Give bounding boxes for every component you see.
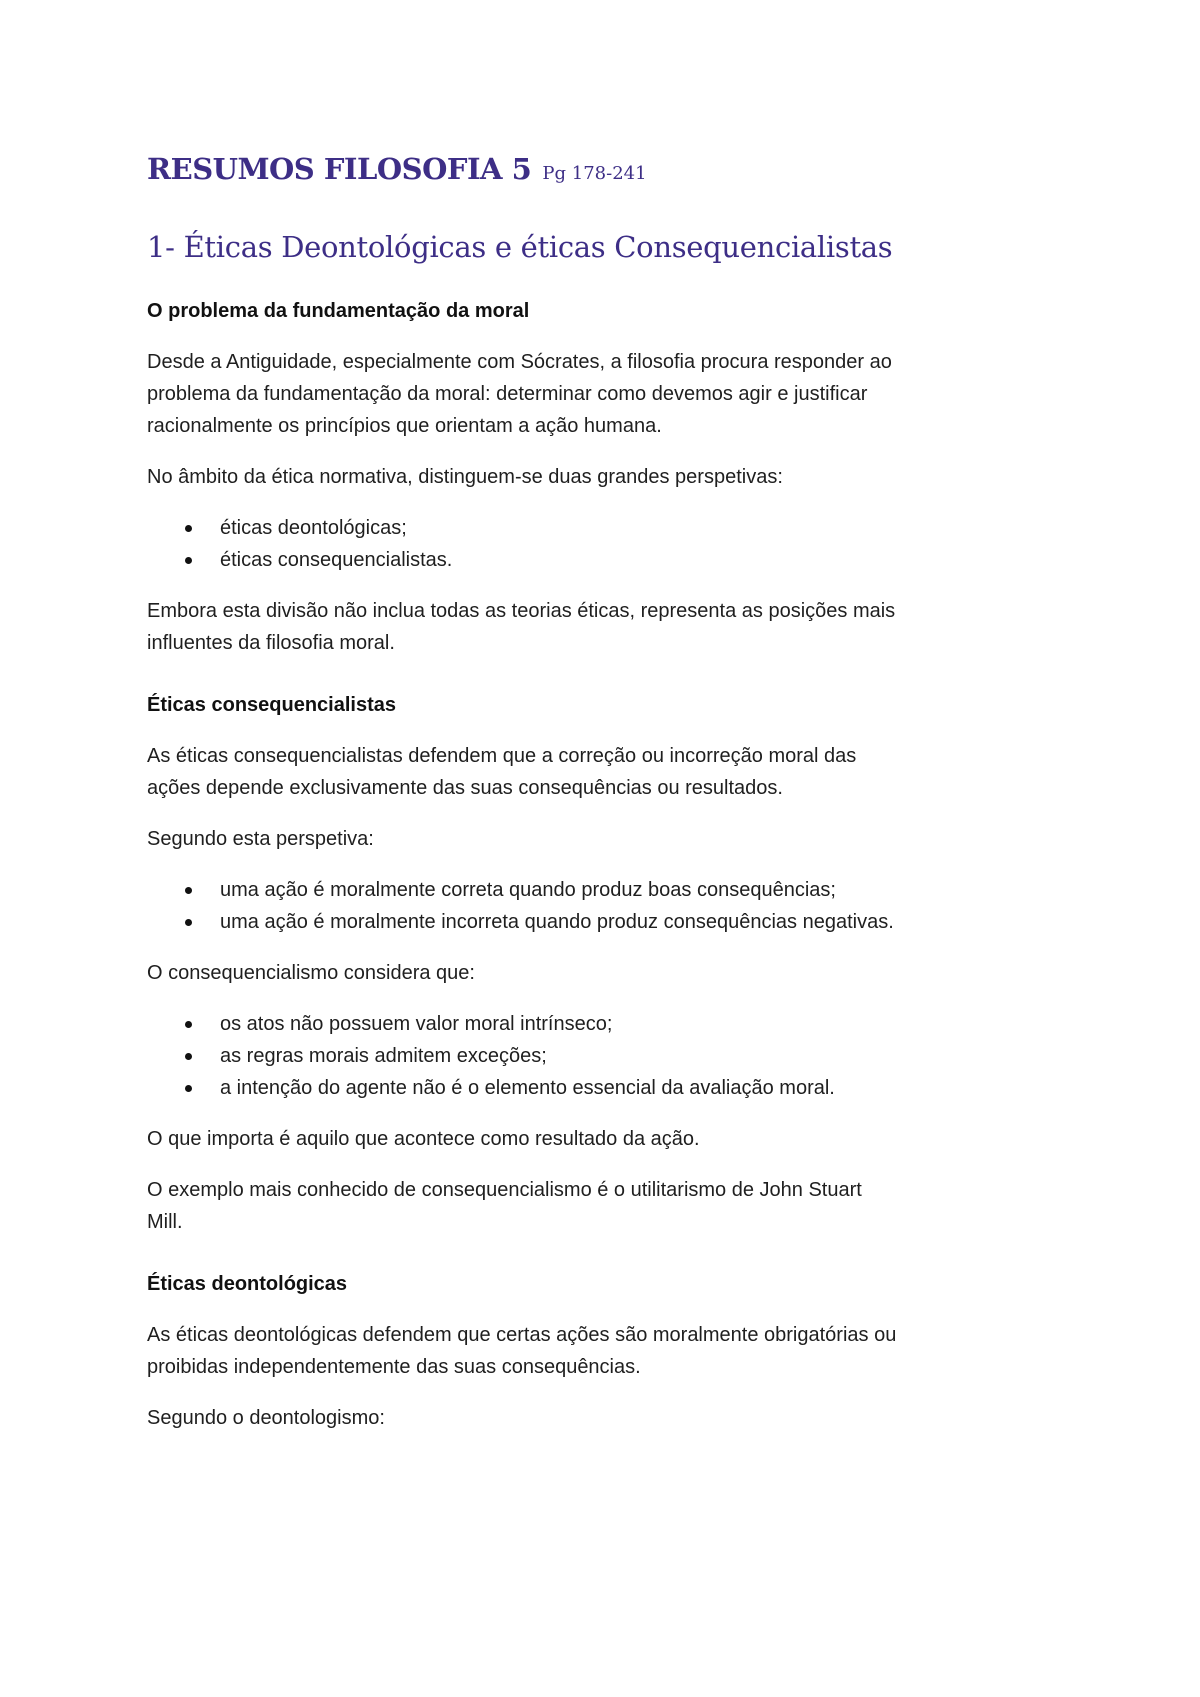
list-item [147,1040,1077,1072]
list-item [147,906,1077,938]
title-main: RESUMOS FILOSOFIA 5 [147,152,532,186]
paragraph [147,1319,1077,1383]
document-content [147,143,1077,1434]
paragraph-line: As éticas consequencialistas defendem que a correção ou incorreção moral das [147,745,857,767]
paragraph [147,461,1077,493]
paragraph [147,346,1077,442]
paragraph-line: O consequencialismo considera que: [147,962,475,984]
list-item [147,1008,1077,1040]
list-item-text: éticas deontológicas; [220,517,407,539]
paragraph-line: proibidas independentemente das suas consequências. [147,1356,641,1378]
bullet-list [147,874,1077,938]
paragraph-line: Mill. [147,1211,183,1233]
bullet-icon [185,1085,192,1092]
paragraph-line: racionalmente os princípios que orientam a ação humana. [147,415,662,437]
list-item-text: éticas consequencialistas. [220,549,453,571]
subheading: Éticas deontológicas [147,1273,348,1295]
paragraph [147,595,1077,659]
paragraph [147,823,1077,855]
bullet-icon [185,887,192,894]
list-item-text: a intenção do agente não é o elemento essencial da avaliação moral. [220,1077,835,1099]
list-item [147,874,1077,906]
bullet-list [147,512,1077,576]
document-title [147,143,1077,193]
paragraph-line: Desde a Antiguidade, especialmente com Sócrates, a filosofia procura responder ao [147,351,892,373]
document-body [147,295,1077,1434]
list-item-text: uma ação é moralmente correta quando produz boas consequências; [220,879,836,901]
section-heading: 1- Éticas Deontológicas e éticas Consequencialistas [147,230,893,264]
list-item [147,544,1077,576]
paragraph-line: As éticas deontológicas defendem que certas ações são moralmente obrigatórias ou [147,1324,897,1346]
paragraph-line: Segundo o deontologismo: [147,1407,385,1429]
list-item [147,1072,1077,1104]
subheading: O problema da fundamentação da moral [147,300,530,322]
paragraph-line: O exemplo mais conhecido de consequencialismo é o utilitarismo de John Stuart [147,1179,862,1201]
paragraph [147,957,1077,989]
paragraph-line: No âmbito da ética normativa, distinguem-se duas grandes perspetivas: [147,466,783,488]
paragraph-line: Segundo esta perspetiva: [147,828,374,850]
list-item-text: os atos não possuem valor moral intrínseco; [220,1013,613,1035]
paragraph-line: ações depende exclusivamente das suas consequências ou resultados. [147,777,783,799]
bullet-icon [185,557,192,564]
bullet-list [147,1008,1077,1104]
title-page-range: Pg 178-241 [542,163,647,184]
bullet-icon [185,919,192,926]
bullet-icon [185,1021,192,1028]
subheading: Éticas consequencialistas [147,694,397,716]
paragraph-line: influentes da filosofia moral. [147,632,395,654]
list-item [147,512,1077,544]
list-item-text: as regras morais admitem exceções; [220,1045,547,1067]
paragraph-line: problema da fundamentação da moral: determinar como devemos agir e justificar [147,383,868,405]
paragraph-line: Embora esta divisão não inclua todas as teorias éticas, representa as posições mais [147,600,896,622]
paragraph [147,740,1077,804]
paragraph [147,1123,1077,1155]
list-item-text: uma ação é moralmente incorreta quando produz consequências negativas. [220,911,894,933]
bullet-icon [185,525,192,532]
bullet-icon [185,1053,192,1060]
paragraph [147,1402,1077,1434]
paragraph [147,1174,1077,1238]
paragraph-line: O que importa é aquilo que acontece como resultado da ação. [147,1128,700,1150]
